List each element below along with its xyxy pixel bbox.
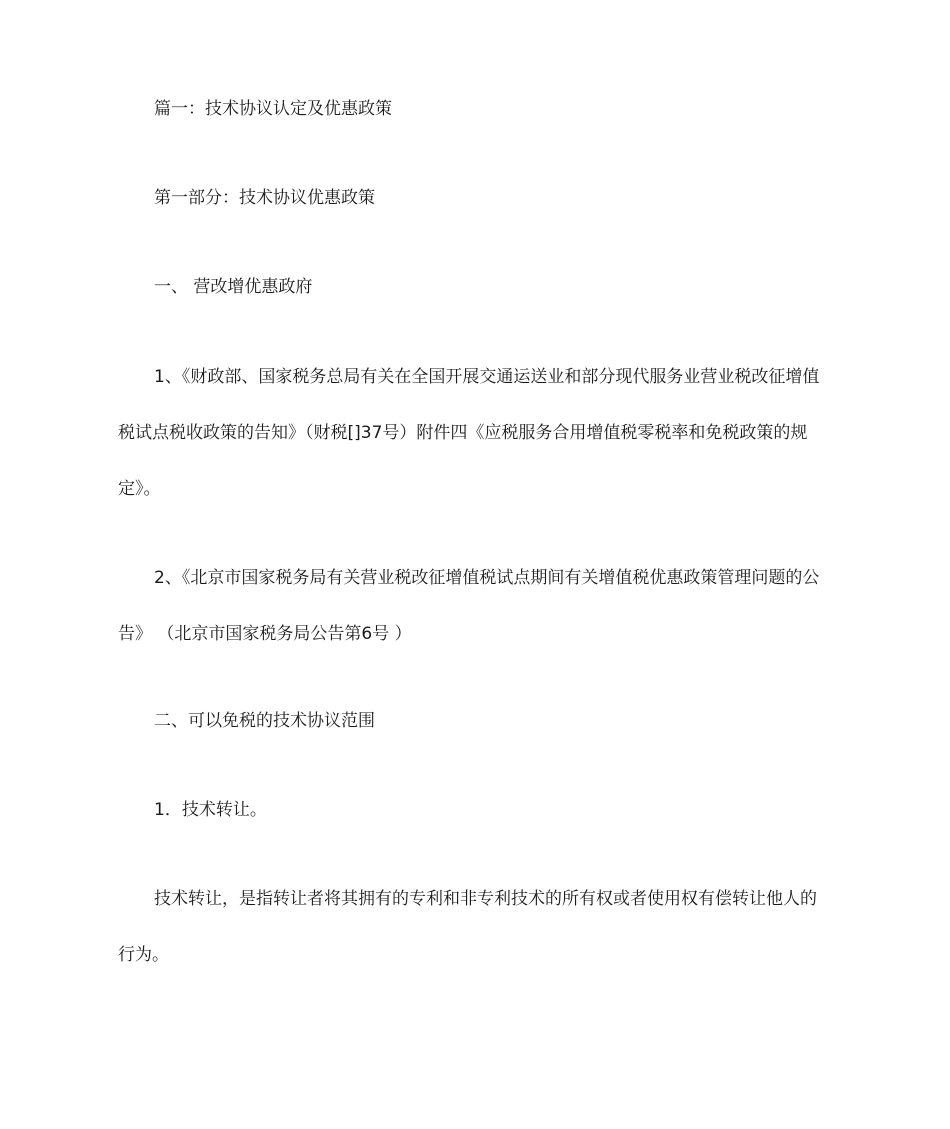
heading-part-one: 篇一：技术协议认定及优惠政策: [154, 99, 392, 119]
paragraph-policy-2: 2、《北京市国家税务局有关营业税改征增值税试点期间有关增值税优惠政策管理问题的公告》 （北京市国家税务局公告第6号 ）: [118, 568, 820, 644]
paragraph-policy-1: 1、《财政部、国家税务总局有关在全国开展交通运送业和部分现代服务业营业税改征增值税试点税收政策的告知》（财税[]37号）附件四《应税服务合用增值税零税率和免税政策的规定》。: [118, 367, 820, 499]
heading-tech-transfer: 1．技术转让。: [154, 800, 267, 820]
heading-exempt-scope: 二、可以免税的技术协议范围: [154, 711, 375, 731]
heading-vat-policy: 一、 营改增优惠政府: [154, 277, 313, 297]
paragraph-tech-transfer-definition: 技术转让，是指转让者将其拥有的专利和非专利技术的所有权或者使用权有偿转让他人的行为。: [118, 889, 817, 965]
heading-section-one: 第一部分：技术协议优惠政策: [154, 188, 375, 208]
